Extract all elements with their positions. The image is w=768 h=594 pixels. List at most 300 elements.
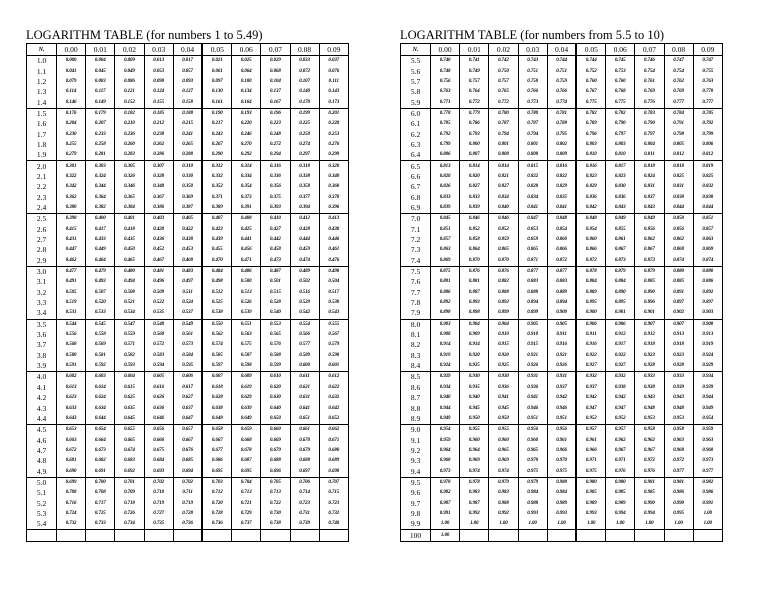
log-value-cell: 0.666: [144, 435, 173, 445]
log-value-cell: 0.732: [57, 519, 86, 530]
log-value-cell: 0.987: [431, 498, 460, 508]
log-value-cell: 0.600: [290, 361, 319, 372]
log-value-cell: 0.986: [693, 488, 722, 498]
log-value-cell: 0.609: [232, 372, 261, 383]
table-row: [27, 361, 349, 372]
log-value-cell: 0.681: [57, 456, 86, 466]
log-value-cell: 0.471: [232, 256, 261, 267]
log-value-cell: 0.960: [460, 435, 489, 445]
log-value-cell: 0.679: [261, 446, 290, 456]
row-number-cell: 8.3: [401, 351, 431, 361]
log-value-cell: 0.904: [460, 319, 489, 330]
table-row: [27, 235, 349, 245]
left-table-title: LOGARITHM TABLE (for numbers 1 to 5.49): [26, 28, 263, 42]
log-value-cell: 0.344: [86, 182, 115, 192]
log-value-cell: 0.954: [693, 414, 722, 425]
row-number-cell: 1.1: [27, 66, 57, 76]
log-value-cell: 0.949: [431, 414, 460, 425]
log-value-cell: 0.433: [86, 235, 115, 245]
log-value-cell: 0.458: [261, 245, 290, 255]
log-value-cell: 0.410: [261, 214, 290, 225]
log-value-cell: 0.972: [635, 456, 664, 466]
row-number-cell: 2.6: [27, 225, 57, 235]
table-row: [401, 203, 723, 214]
log-value-cell: [460, 530, 489, 541]
left-log-grid: [26, 43, 349, 542]
log-value-cell: 0.604: [115, 372, 144, 383]
col-header: 0.08: [664, 44, 693, 56]
log-value-cell: 0.781: [547, 108, 576, 119]
log-value-cell: 0.539: [232, 308, 261, 319]
log-value-cell: 0.086: [115, 77, 144, 87]
log-value-cell: 0.387: [173, 203, 202, 214]
row-number-cell: 2.2: [27, 182, 57, 192]
table-row: [27, 319, 349, 330]
log-value-cell: 0.988: [489, 498, 518, 508]
log-value-cell: 0.207: [86, 119, 115, 129]
table-row: [401, 456, 723, 466]
log-value-cell: 0.581: [86, 351, 115, 361]
table-row: [401, 372, 723, 383]
log-value-cell: 0.498: [202, 277, 231, 287]
col-header: 0.08: [290, 44, 319, 56]
log-value-cell: 0.839: [460, 203, 489, 214]
right-table-header: [401, 44, 723, 56]
log-value-cell: 0.910: [518, 330, 547, 340]
log-value-cell: 0.777: [664, 97, 693, 108]
log-value-cell: 0.810: [576, 150, 605, 161]
table-row: [401, 214, 723, 225]
log-value-cell: 0.981: [664, 477, 693, 488]
row-number-cell: 4.8: [27, 456, 57, 466]
log-value-cell: 1.00: [693, 509, 722, 519]
log-value-cell: 0.771: [431, 97, 460, 108]
log-value-cell: 0.810: [606, 150, 635, 161]
row-number-cell: 3.6: [27, 330, 57, 340]
log-value-cell: 0.850: [664, 214, 693, 225]
log-value-cell: 0.364: [86, 192, 115, 202]
log-value-cell: 0.927: [576, 361, 605, 372]
log-value-cell: 0.752: [576, 66, 605, 76]
log-value-cell: 0.992: [460, 509, 489, 519]
log-value-cell: 0.575: [232, 340, 261, 350]
log-value-cell: 0.814: [489, 161, 518, 172]
log-value-cell: 0.962: [635, 435, 664, 445]
log-value-cell: 0.090: [144, 77, 173, 87]
log-value-cell: 0.292: [232, 150, 261, 161]
log-value-cell: 0.688: [290, 456, 319, 466]
log-value-cell: 0.867: [635, 245, 664, 255]
log-value-cell: 0.453: [173, 245, 202, 255]
log-value-cell: 0.747: [664, 56, 693, 67]
log-value-cell: 0.766: [547, 87, 576, 97]
log-value-cell: 0.911: [547, 330, 576, 340]
log-value-cell: 0.350: [173, 182, 202, 192]
log-value-cell: 0.827: [460, 182, 489, 192]
log-value-cell: 0.890: [635, 288, 664, 298]
log-value-cell: 0.984: [547, 488, 576, 498]
log-value-cell: 0.879: [635, 266, 664, 277]
log-value-cell: 0.417: [86, 225, 115, 235]
log-value-cell: 0.021: [202, 56, 231, 67]
log-value-cell: 0.176: [57, 108, 86, 119]
log-value-cell: 0.783: [635, 108, 664, 119]
log-value-cell: 0.497: [173, 277, 202, 287]
log-value-cell: 0.899: [518, 308, 547, 319]
log-value-cell: 0.993: [576, 509, 605, 519]
log-value-cell: 0.906: [606, 319, 635, 330]
table-row: [27, 308, 349, 319]
log-value-cell: 0.535: [144, 308, 173, 319]
log-value-cell: 0.702: [144, 477, 173, 488]
log-value-cell: 0.923: [664, 351, 693, 361]
row-number-cell: 5.0: [27, 477, 57, 488]
log-value-cell: 0.706: [290, 477, 319, 488]
log-value-cell: 0.933: [635, 372, 664, 383]
log-value-cell: 0.840: [489, 203, 518, 214]
log-value-cell: 0.943: [635, 393, 664, 403]
table-row: [27, 466, 349, 477]
log-value-cell: 0.934: [431, 383, 460, 393]
log-value-cell: 0.193: [232, 108, 261, 119]
table-row: [27, 288, 349, 298]
log-value-cell: 0.713: [261, 488, 290, 498]
row-number-cell: 6.8: [401, 192, 431, 202]
table-row: [27, 298, 349, 308]
log-value-cell: 0.911: [576, 330, 605, 340]
log-value-cell: 0.981: [635, 477, 664, 488]
log-value-cell: 0.942: [547, 393, 576, 403]
log-value-cell: 0.926: [547, 361, 576, 372]
log-value-cell: 0.808: [489, 150, 518, 161]
log-value-cell: 0.722: [261, 498, 290, 508]
log-value-cell: 0.236: [115, 129, 144, 139]
log-value-cell: 0.130: [202, 87, 231, 97]
log-value-cell: 0.946: [547, 403, 576, 413]
log-value-cell: 0.645: [115, 414, 144, 425]
row-number-cell: 5.3: [27, 509, 57, 519]
log-value-cell: 0.885: [635, 277, 664, 287]
log-value-cell: 0.591: [57, 361, 86, 372]
log-value-cell: 0.853: [518, 225, 547, 235]
log-value-cell: 0.787: [489, 119, 518, 129]
log-value-cell: 0.863: [431, 245, 460, 255]
log-value-cell: 0.860: [547, 235, 576, 245]
log-value-cell: 0.516: [290, 288, 319, 298]
log-value-cell: 0.624: [86, 393, 115, 403]
table-row: [401, 97, 723, 108]
log-value-cell: 0.057: [173, 66, 202, 76]
log-value-cell: 0.875: [431, 266, 460, 277]
log-value-cell: 0.511: [173, 288, 202, 298]
log-value-cell: 0.713: [232, 488, 261, 498]
log-value-cell: 0.882: [489, 277, 518, 287]
row-number-cell: 5.9: [401, 97, 431, 108]
log-value-cell: 0.863: [693, 235, 722, 245]
log-value-cell: 0.777: [693, 97, 722, 108]
log-value-cell: 0.736: [173, 519, 202, 530]
log-value-cell: 0.623: [57, 393, 86, 403]
log-value-cell: 0.033: [290, 56, 319, 67]
log-value-cell: 0.512: [202, 288, 231, 298]
log-value-cell: 0.922: [606, 351, 635, 361]
log-value-cell: 0.807: [460, 150, 489, 161]
log-value-cell: 0.418: [115, 225, 144, 235]
row-number-cell: 100: [401, 530, 431, 541]
row-number-cell: 7.2: [401, 235, 431, 245]
row-number-cell: 7.8: [401, 298, 431, 308]
log-value-cell: 0.902: [664, 308, 693, 319]
table-row: [401, 498, 723, 508]
log-value-cell: 0.610: [261, 372, 290, 383]
log-value-cell: 0.540: [261, 308, 290, 319]
log-value-cell: 0.889: [547, 288, 576, 298]
log-value-cell: 0.146: [57, 97, 86, 108]
log-value-cell: 0.779: [460, 108, 489, 119]
table-row: [401, 466, 723, 477]
table-row: [401, 509, 723, 519]
log-value-cell: 1.00: [606, 519, 635, 530]
log-value-cell: 0.721: [232, 498, 261, 508]
row-number-cell: 4.9: [27, 466, 57, 477]
log-value-cell: 0.494: [115, 277, 144, 287]
log-value-cell: 0.799: [431, 140, 460, 150]
row-number-cell: 3.7: [27, 340, 57, 350]
log-value-cell: 0.926: [518, 361, 547, 372]
col-header: 0.06: [606, 44, 635, 56]
table-row: [27, 266, 349, 277]
log-value-cell: 0.679: [290, 446, 319, 456]
log-value-cell: [232, 530, 261, 541]
log-value-cell: 0.111: [319, 77, 348, 87]
table-row: [401, 108, 723, 119]
log-value-cell: 0.569: [86, 340, 115, 350]
log-value-cell: 0.415: [57, 225, 86, 235]
left-log-table: [26, 28, 349, 542]
log-value-cell: 0.795: [547, 129, 576, 139]
log-value-cell: 0.413: [319, 214, 348, 225]
log-value-cell: 0.605: [144, 372, 173, 383]
log-value-cell: 0.667: [173, 435, 202, 445]
log-value-cell: 0.972: [664, 456, 693, 466]
table-row: [27, 119, 349, 129]
row-number-cell: 1.7: [27, 129, 57, 139]
log-value-cell: 0.326: [115, 172, 144, 182]
log-value-cell: 0.830: [606, 182, 635, 192]
log-value-cell: 0.173: [319, 97, 348, 108]
log-value-cell: 0.973: [693, 456, 722, 466]
log-value-cell: 0.785: [431, 119, 460, 129]
log-value-cell: 0.627: [173, 393, 202, 403]
log-value-cell: 0.699: [57, 477, 86, 488]
log-value-cell: 0.942: [606, 393, 635, 403]
log-value-cell: 0.632: [319, 393, 348, 403]
table-row: [401, 235, 723, 245]
log-value-cell: 0.846: [489, 214, 518, 225]
log-value-cell: 0.461: [319, 245, 348, 255]
log-value-cell: 0.986: [664, 488, 693, 498]
log-value-cell: 0.835: [547, 192, 576, 202]
log-value-cell: 0.305: [115, 161, 144, 172]
log-value-cell: 0.778: [431, 108, 460, 119]
log-value-cell: 0.253: [319, 129, 348, 139]
log-value-cell: 0.598: [232, 361, 261, 372]
log-value-cell: 0.585: [202, 351, 231, 361]
log-value-cell: 0.892: [693, 288, 722, 298]
log-value-cell: 0.446: [319, 235, 348, 245]
log-value-cell: 0.652: [319, 414, 348, 425]
log-value-cell: 0.731: [290, 509, 319, 519]
log-value-cell: 0.093: [173, 77, 202, 87]
log-value-cell: 0.438: [173, 235, 202, 245]
log-value-cell: 0.852: [460, 225, 489, 235]
log-value-cell: 0.505: [57, 288, 86, 298]
log-value-cell: 0.625: [115, 393, 144, 403]
log-value-cell: 0.083: [86, 77, 115, 87]
log-value-cell: 0.961: [576, 435, 605, 445]
log-value-cell: 0.583: [144, 351, 173, 361]
log-value-cell: 0.314: [232, 161, 261, 172]
log-value-cell: 0.993: [518, 509, 547, 519]
log-value-cell: 0.272: [261, 140, 290, 150]
log-value-cell: 0.190: [202, 108, 231, 119]
log-value-cell: 0.338: [290, 172, 319, 182]
log-value-cell: 0.880: [693, 266, 722, 277]
log-value-cell: 0.567: [319, 330, 348, 340]
log-value-cell: 0.898: [460, 308, 489, 319]
log-value-cell: 0.994: [635, 509, 664, 519]
log-value-cell: 0.870: [489, 256, 518, 267]
log-value-cell: 0.117: [86, 87, 115, 97]
log-value-cell: 0.849: [635, 214, 664, 225]
row-number-cell: 5.6: [401, 66, 431, 76]
table-row: [401, 435, 723, 445]
col-header: 0.01: [86, 44, 115, 56]
log-value-cell: 0.987: [460, 498, 489, 508]
log-value-cell: 0.599: [261, 361, 290, 372]
log-value-cell: 0.760: [576, 77, 605, 87]
log-value-cell: 0.562: [202, 330, 231, 340]
log-value-cell: 0.893: [489, 298, 518, 308]
table-row: [27, 488, 349, 498]
log-value-cell: 0.985: [606, 488, 635, 498]
log-value-cell: 0.834: [518, 192, 547, 202]
log-value-cell: 0.924: [693, 351, 722, 361]
log-value-cell: 0.555: [319, 319, 348, 330]
log-value-cell: 0.104: [261, 77, 290, 87]
log-value-cell: 0.913: [693, 330, 722, 340]
log-value-cell: 0.988: [518, 498, 547, 508]
row-number-cell: 9.6: [401, 488, 431, 498]
log-value-cell: 0.672: [57, 446, 86, 456]
log-value-cell: 0.161: [202, 97, 231, 108]
log-value-cell: 0.904: [489, 319, 518, 330]
log-value-cell: 0.797: [606, 129, 635, 139]
log-value-cell: 0.484: [202, 266, 231, 277]
row-number-cell: 3.9: [27, 361, 57, 372]
log-value-cell: 0.933: [664, 372, 693, 383]
log-value-cell: 0.301: [57, 161, 86, 172]
table-row: [27, 530, 349, 541]
log-value-cell: 0.648: [202, 414, 231, 425]
log-value-cell: 0.756: [431, 77, 460, 87]
row-number-cell: 6.3: [401, 140, 431, 150]
log-value-cell: 0.391: [232, 203, 261, 214]
log-value-cell: 0.664: [86, 435, 115, 445]
col-header-n: N.: [401, 44, 431, 56]
log-value-cell: 0.761: [635, 77, 664, 87]
log-value-cell: 0.634: [86, 403, 115, 413]
log-value-cell: 0.423: [202, 225, 231, 235]
log-value-cell: 0.940: [460, 393, 489, 403]
log-value-cell: 0.787: [518, 119, 547, 129]
log-value-cell: 0.838: [693, 192, 722, 202]
log-value-cell: 0.517: [319, 288, 348, 298]
log-value-cell: 0.068: [261, 66, 290, 76]
log-value-cell: 0.727: [144, 509, 173, 519]
log-value-cell: 0.439: [202, 235, 231, 245]
row-number-cell: 8.9: [401, 414, 431, 425]
row-number-cell: 4.6: [27, 435, 57, 445]
log-value-cell: 0.677: [202, 446, 231, 456]
log-value-cell: 0.866: [576, 245, 605, 255]
log-value-cell: 0.915: [518, 340, 547, 350]
log-value-cell: 0.872: [547, 256, 576, 267]
log-value-cell: [144, 530, 173, 541]
log-value-cell: 0.653: [57, 425, 86, 436]
log-value-cell: 0.684: [144, 456, 173, 466]
log-value-cell: 0.431: [57, 235, 86, 245]
log-value-cell: 0.768: [606, 87, 635, 97]
table-row: [27, 214, 349, 225]
log-value-cell: 0.952: [576, 414, 605, 425]
log-value-cell: 1.00: [635, 519, 664, 530]
log-value-cell: 0.531: [57, 308, 86, 319]
log-value-cell: 0.811: [635, 150, 664, 161]
log-value-cell: 0.822: [547, 172, 576, 182]
log-value-cell: 0.890: [606, 288, 635, 298]
log-value-cell: 0.694: [173, 466, 202, 477]
log-value-cell: 0.786: [460, 119, 489, 129]
table-row: [401, 245, 723, 255]
table-row: [27, 351, 349, 361]
log-value-cell: 0.921: [547, 351, 576, 361]
log-value-cell: 0.167: [261, 97, 290, 108]
table-row: [27, 97, 349, 108]
log-value-cell: 0.983: [460, 488, 489, 498]
log-value-cell: 0.332: [202, 172, 231, 182]
log-value-cell: 0.519: [57, 298, 86, 308]
table-row: [401, 351, 723, 361]
log-value-cell: 0.580: [57, 351, 86, 361]
log-value-cell: 0.871: [518, 256, 547, 267]
log-value-cell: 0.718: [115, 498, 144, 508]
row-number-cell: 2.4: [27, 203, 57, 214]
log-value-cell: 0.874: [693, 256, 722, 267]
log-value-cell: 0.714: [290, 488, 319, 498]
log-value-cell: 0.965: [518, 446, 547, 456]
log-value-cell: 0.900: [547, 308, 576, 319]
log-value-cell: 0.678: [232, 446, 261, 456]
log-value-cell: 0.881: [431, 277, 460, 287]
log-value-cell: 0.560: [144, 330, 173, 340]
row-number-cell: 4.5: [27, 425, 57, 436]
log-value-cell: 0.870: [460, 256, 489, 267]
log-value-cell: 0.776: [635, 97, 664, 108]
log-value-cell: 0.848: [547, 214, 576, 225]
log-value-cell: 0.822: [518, 172, 547, 182]
table-row: [401, 330, 723, 340]
